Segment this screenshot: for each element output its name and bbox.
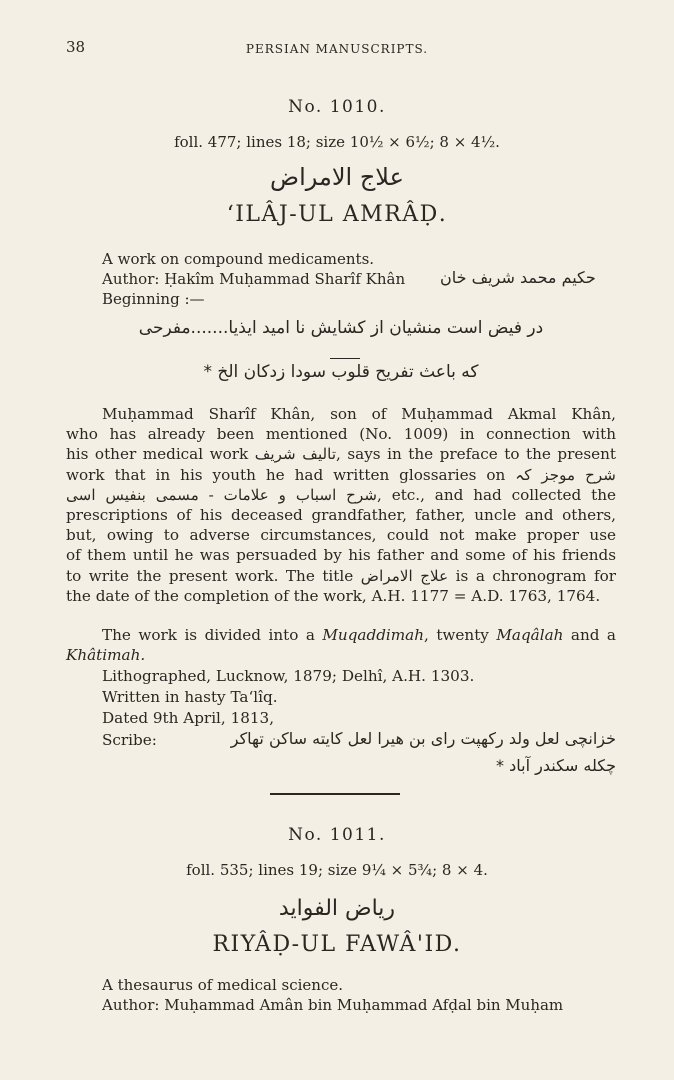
page-number: 38	[66, 38, 86, 56]
muqaddimah-term: Muqaddimah	[322, 626, 425, 644]
author-line	[102, 996, 563, 1014]
scribe-name-arabic: خزانچی لعل ولد رکھپت رای بن هیرا لعل کایته ساکن تھاکر	[230, 729, 616, 748]
body-line: prescriptions of his deceased grandfather, father, uncle and others,	[66, 506, 616, 525]
divisions-line: The work is divided into a Muqaddimah, twenty Maqâlah and a	[102, 626, 616, 644]
entry-title-arabic: ریاض الفواید	[278, 896, 396, 921]
body-line: شرح اسباب و علامات - مسمی بنفیس اسی, etc., and had collected the	[66, 485, 616, 504]
beginning-text-line-1: در فیض است منشیان از کشایش نا امید ایذیا.......مفرحی	[138, 318, 544, 338]
body-line: his other medical work تالیف شریف, says in the preface to the present	[66, 445, 616, 464]
entry-number: No. 1011.	[288, 825, 386, 845]
scribe-label: Scribe:	[102, 731, 157, 749]
collation-line: foll. 477; lines 18; size 10½ × 6½; 8 × 4½.	[174, 133, 500, 151]
maqalah-term: Maqâlah	[496, 626, 564, 644]
script-note: Written in hasty Taʻlîq.	[102, 688, 278, 706]
beginning-text-line-2: که باعث تفریح قلوب سودا زدکان الخ *	[203, 362, 479, 382]
entry-body	[66, 404, 616, 606]
entry-title-arabic: علاج الامراض	[270, 163, 404, 191]
divisions-paragraph	[66, 625, 616, 665]
overline-mark	[330, 358, 360, 359]
author-name-arabic: حکیم محمد شریف خان	[440, 268, 596, 287]
running-title: PERSIAN MANUSCRIPTS.	[245, 42, 429, 56]
author-label: Author:	[102, 270, 160, 288]
entry-separator	[270, 793, 400, 795]
body-line: of them until he was persuaded by his father and some of his friends	[66, 546, 616, 565]
author-name: Ḥakîm Muḥammad Sharîf Khân	[164, 270, 406, 288]
entry-number: No. 1010.	[288, 97, 386, 117]
lithographed-note: Lithographed, Lucknow, 1879; Delhî, A.H. 1303.	[102, 667, 475, 685]
beginning-label: Beginning :—	[102, 290, 205, 308]
body-line: to write the present work. The title علاج الامراض is a chronogram for	[66, 566, 616, 585]
body-line: Muḥammad Sharîf Khân, son of Muḥammad Akmal Khân,	[102, 405, 616, 423]
author-name: Muḥammad Amân bin Muḥammad Afḍal bin Muḥam	[164, 996, 564, 1014]
author-line	[102, 270, 405, 288]
body-line: who has already been mentioned (No. 1009) in connection with	[66, 425, 616, 444]
work-description: A thesaurus of medical science.	[102, 976, 344, 994]
khatimah-term: Khâtimah.	[66, 646, 146, 665]
entry-title: RIYÂḌ-UL FAWÂ'ID.	[212, 932, 462, 957]
author-label: Author:	[102, 996, 160, 1014]
date-note: Dated 9th April, 1813,	[102, 709, 275, 727]
collation-line: foll. 535; lines 19; size 9¼ × 5¾; 8 × 4.	[186, 861, 488, 879]
scribe-name-arabic-cont: چکله سکندر آباد *	[496, 756, 616, 775]
body-line: work that in his youth he had written glossaries on شرح موجز کہ	[66, 465, 616, 484]
body-line: but, owing to adverse circumstances, could not make proper use	[66, 526, 616, 545]
entry-title: ʻILÂJ-UL AMRÂḌ.	[226, 202, 448, 227]
work-description: A work on compound medicaments.	[102, 250, 375, 268]
body-line: the date of the completion of the work, A.H. 1177 = A.D. 1763, 1764.	[66, 586, 601, 605]
